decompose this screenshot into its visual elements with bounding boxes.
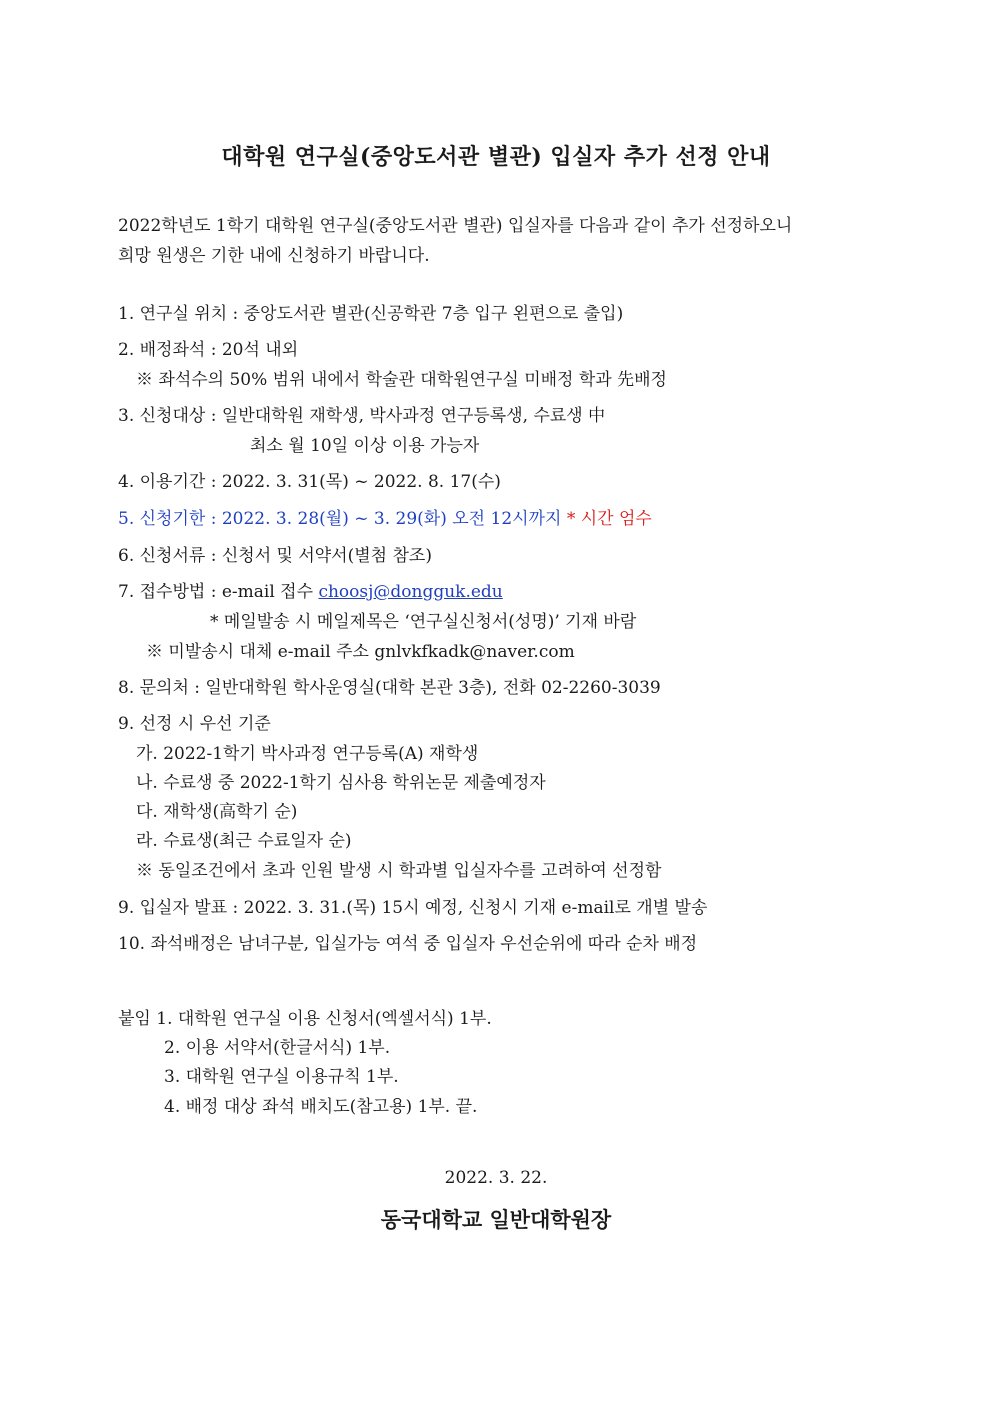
attachment-3: 3. 대학원 연구실 이용규칙 1부.: [164, 1067, 399, 1087]
signature: 동국대학교 일반대학원장: [380, 1207, 612, 1232]
item-period: 4. 이용기간 : 2022. 3. 31(목) ~ 2022. 8. 17(수): [118, 472, 501, 492]
attachment-2: 2. 이용 서약서(한글서식) 1부.: [164, 1038, 391, 1058]
document-date: 2022. 3. 22.: [444, 1168, 548, 1188]
deadline-warning: * 시간 엄수: [566, 509, 652, 529]
priority-c: 다. 재학생(高학기 순): [136, 802, 298, 822]
item-seat-assignment: 10. 좌석배정은 남녀구분, 입실가능 여석 중 입실자 우선순위에 따라 순차 배정: [118, 934, 698, 954]
email-link[interactable]: choosj@dongguk.edu: [318, 582, 503, 602]
intro-line-2: 희망 원생은 기한 내에 신청하기 바랍니다.: [118, 246, 430, 266]
submission-note-2: ※ 미발송시 대체 e-mail 주소 gnlvkfkadk@naver.com: [146, 642, 575, 662]
item-priority: 9. 선정 시 우선 기준: [118, 714, 271, 734]
intro-line-1: 2022학년도 1학기 대학원 연구실(중앙도서관 별관) 입실자를 다음과 같이 추가 선정하오니: [118, 216, 793, 236]
item-location: 1. 연구실 위치 : 중앙도서관 별관(신공학관 7층 입구 왼편으로 출입): [118, 304, 624, 324]
item-contact: 8. 문의처 : 일반대학원 학사운영실(대학 본관 3층), 전화 02-2260-3039: [118, 678, 661, 698]
priority-b: 나. 수료생 중 2022-1학기 심사용 학위논문 제출예정자: [136, 773, 546, 793]
attachment-1: 붙임 1. 대학원 연구실 이용 신청서(엑셀서식) 1부.: [118, 1009, 492, 1029]
item-submission: [118, 581, 503, 603]
attachment-4: 4. 배정 대상 좌석 배치도(참고용) 1부. 끝.: [164, 1097, 478, 1117]
item-eligibility: 3. 신청대상 : 일반대학원 재학생, 박사과정 연구등록생, 수료생 中: [118, 406, 606, 426]
deadline-text: 5. 신청기한 : 2022. 3. 28(월) ~ 3. 29(화) 오전 12시까지: [118, 509, 562, 529]
item-deadline: [118, 508, 652, 530]
submission-text: 7. 접수방법 : e-mail 접수: [118, 582, 314, 602]
item-eligibility-cont: 최소 월 10일 이상 이용 가능자: [250, 436, 480, 456]
item-seats-note: ※ 좌석수의 50% 범위 내에서 학술관 대학원연구실 미배정 학과 先배정: [136, 370, 667, 390]
document-title: 대학원 연구실(중앙도서관 별관) 입실자 추가 선정 안내: [221, 144, 771, 170]
item-documents: 6. 신청서류 : 신청서 및 서약서(별첨 참조): [118, 546, 432, 566]
priority-d: 라. 수료생(최근 수료일자 순): [136, 831, 352, 851]
item-announcement: 9. 입실자 발표 : 2022. 3. 31.(목) 15시 예정, 신청시 기재 e-mail로 개별 발송: [118, 898, 708, 918]
priority-note: ※ 동일조건에서 초과 인원 발생 시 학과별 입실자수를 고려하여 선정함: [136, 861, 662, 881]
item-seats: 2. 배정좌석 : 20석 내외: [118, 340, 299, 360]
submission-note-1: * 메일발송 시 메일제목은 ‘연구실신청서(성명)’ 기재 바람: [210, 612, 637, 632]
priority-a: 가. 2022-1학기 박사과정 연구등록(A) 재학생: [136, 744, 479, 764]
